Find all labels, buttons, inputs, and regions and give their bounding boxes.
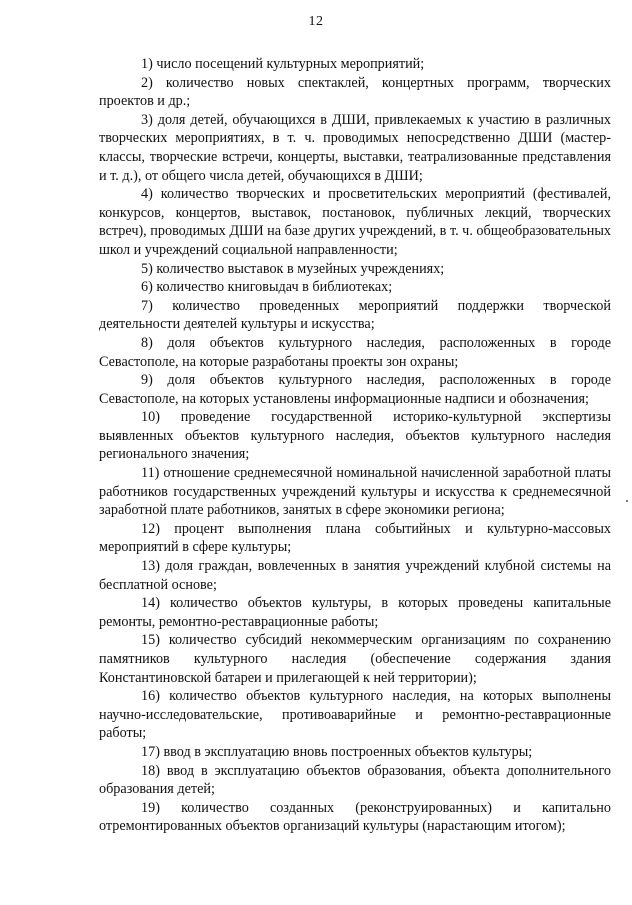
list-item: 9) доля объектов культурного наследия, расположенных в городе Севастополе, на которых установлены информационные надписи и обозначения; <box>99 372 611 407</box>
list-item: 8) доля объектов культурного наследия, расположенных в городе Севастополе, на которые разработаны проекты зон охраны; <box>99 334 611 370</box>
scan-speck <box>626 500 628 502</box>
list-item: 11) отношение среднемесячной номинальной начисленной заработной платы работников государственных учреждений культуры и искусства к среднемесячной заработной плате работников, занятых в сфере экономики региона; <box>99 465 611 519</box>
list-item: 6) количество книговыдач в библиотеках; <box>141 279 393 296</box>
list-item: 12) процент выполнения плана событийных и культурно-массовых мероприятий в сфере культуры; <box>99 520 611 556</box>
list-item: 3) доля детей, обучающихся в ДШИ, привлекаемых к участию в различных творческих мероприятиях, в т. ч. проводимых непосредственно ДШИ (мастер-классы, творческие встречи, концерты, выставки, театрализованные представления и т. д.), от общего числа детей, обучающихся в ДШИ; <box>99 111 611 184</box>
document-body <box>99 55 611 836</box>
page-number: 12 <box>308 14 324 29</box>
list-item: 7) количество проведенных мероприятий поддержки творческой деятельности деятелей культуры и искусства; <box>99 297 611 333</box>
list-item: 14) количество объектов культуры, в которых проведены капитальные ремонты, ремонтно-реставрационные работы; <box>99 595 611 630</box>
list-item: 15) количество субсидий некоммерческим организациям по сохранению памятников культурного наследия (обеспечение содержания здания Константиновской батареи и прилегающей к ней территории); <box>99 632 611 686</box>
list-item: 16) количество объектов культурного наследия, на которых выполнены научно-исследовательские, противоаварийные и ремонтно-реставрационные работы; <box>99 688 611 742</box>
list-item: 17) ввод в эксплуатацию вновь построенных объектов культуры; <box>141 743 533 760</box>
list-item: 18) ввод в эксплуатацию объектов образования, объекта дополнительного образования детей; <box>99 762 611 798</box>
list-item: 13) доля граждан, вовлеченных в занятия учреждений клубной системы на бесплатной основе; <box>99 558 611 593</box>
list-item: 1) число посещений культурных мероприятий; <box>141 56 425 72</box>
list-item: 19) количество созданных (реконструированных) и капитально отремонтированных объектов организаций культуры (нарастающим итогом); <box>99 799 611 835</box>
list-item: 10) проведение государственной историко-культурной экспертизы выявленных объектов культурного наследия, объектов культурного наследия регионального значения; <box>99 409 611 463</box>
list-item: 4) количество творческих и просветительских мероприятий (фестивалей, конкурсов, концертов, выставок, постановок, публичных лекций, творческих встреч), проводимых ДШИ на базе других учреждений, в т. ч. общеобразовательных школ и учреждений социальной направленности; <box>99 186 611 258</box>
list-item: 2) количество новых спектаклей, концертных программ, творческих проектов и др.; <box>99 74 611 110</box>
list-item: 5) количество выставок в музейных учреждениях; <box>141 260 445 277</box>
